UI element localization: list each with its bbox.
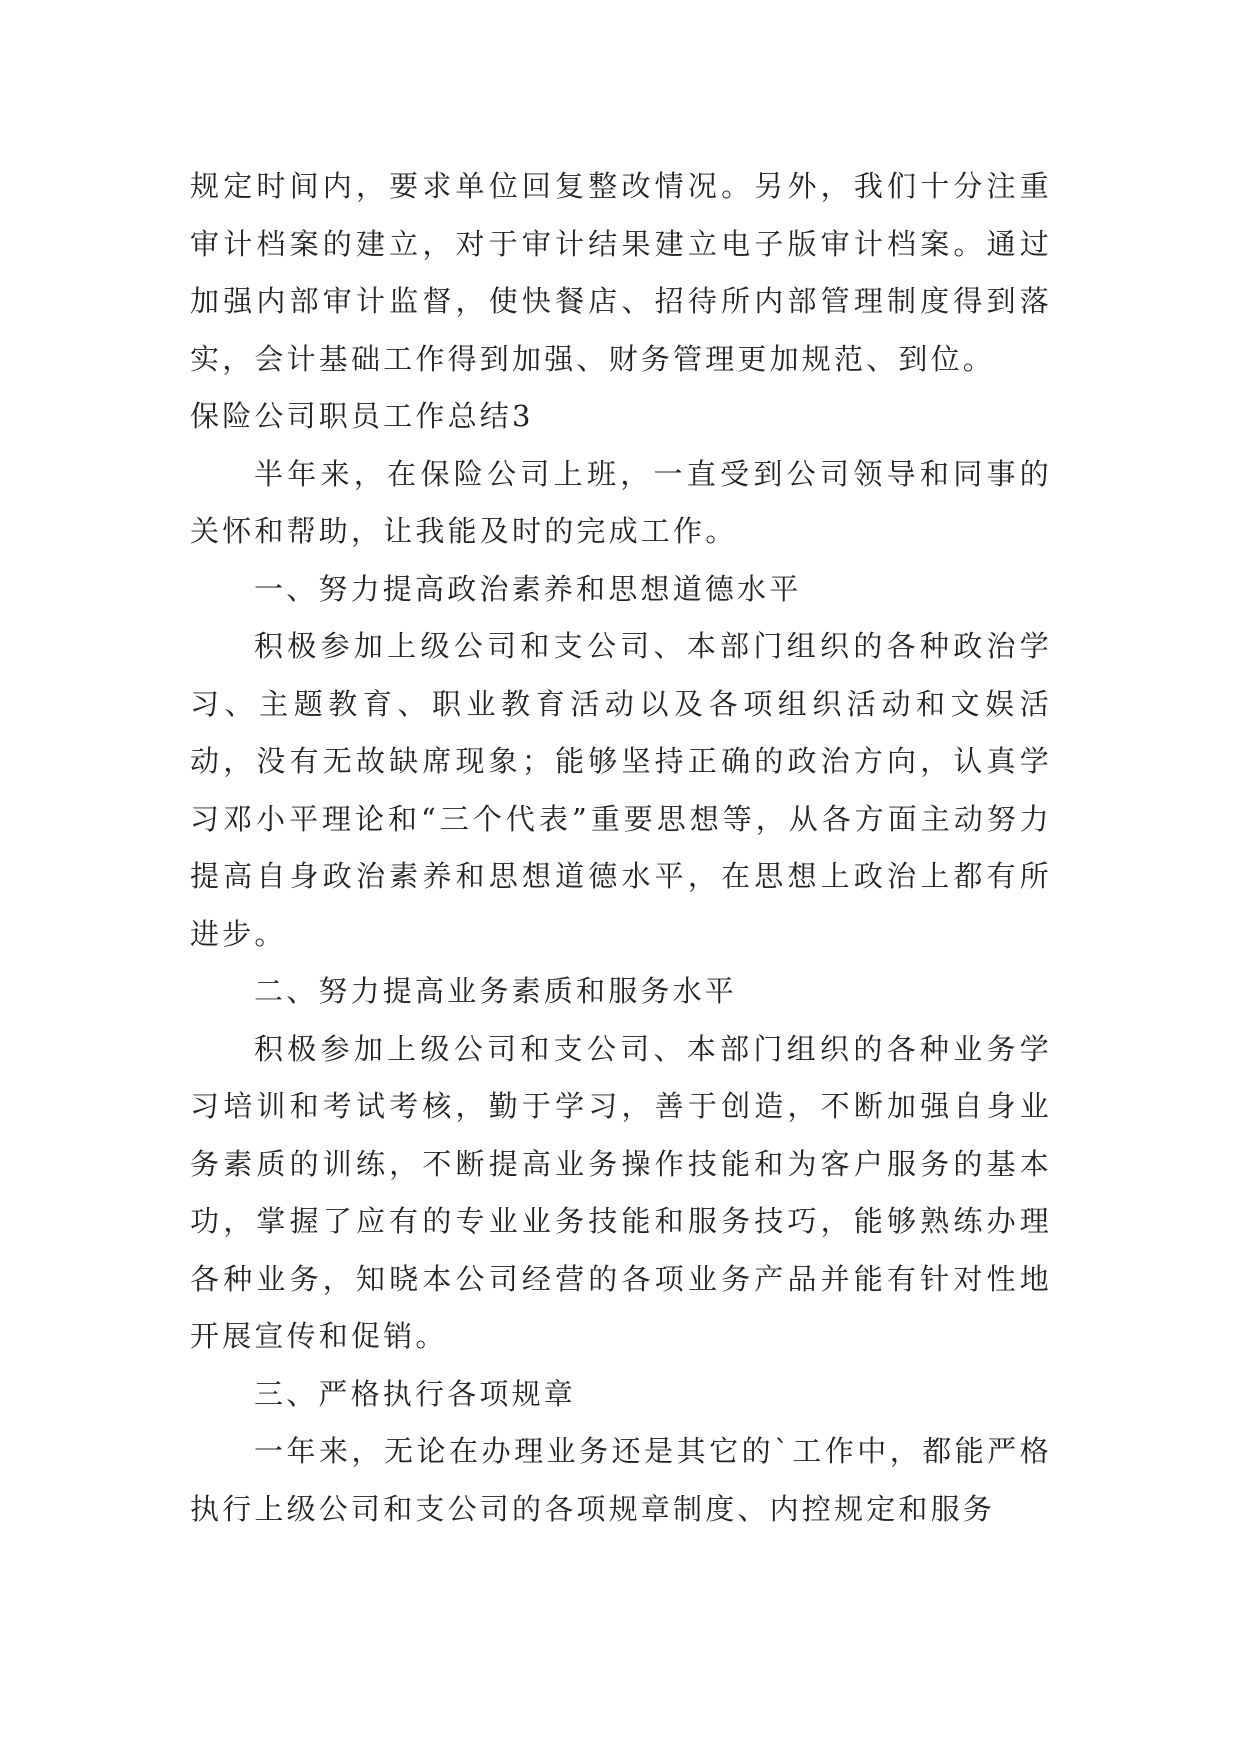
paragraph-continued: 规定时间内，要求单位回复整改情况。另外，我们十分注重审计档案的建立，对于审计结果建立电子版审计档案。通过加强内部审计监督，使快餐店、招待所内部管理制度得到落实，会计基础工作得到加强、财务管理更加规范、到位。 xyxy=(190,169,1052,376)
heading-three: 三、严格执行各项规章 xyxy=(254,1376,577,1411)
heading-two: 二、努力提高业务素质和服务水平 xyxy=(254,974,738,1008)
document-page xyxy=(190,158,1052,1538)
paragraph-three: 一年来，无论在办理业务还是其它的`工作中，都能严格执行上级公司和支公司的各项规章制度、内控规定和服务 xyxy=(190,1434,1052,1526)
paragraph-one: 积极参加上级公司和支公司、本部门组织的各种政治学习、主题教育、职业教育活动以及各项组织活动和文娱活动，没有无故缺席现象；能够坚持正确的政治方向，认真学习邓小平理论和“三个代表”重要思想等，从各方面主动努力提高自身政治素养和思想道德水平，在思想上政治上都有所进步。 xyxy=(190,629,1052,951)
section-title: 保险公司职员工作总结3 xyxy=(190,399,534,433)
heading-one: 一、努力提高政治素养和思想道德水平 xyxy=(254,571,802,606)
paragraph-intro: 半年来，在保险公司上班，一直受到公司领导和同事的关怀和帮助，让我能及时的完成工作。 xyxy=(190,456,1052,548)
paragraph-two: 积极参加上级公司和支公司、本部门组织的各种业务学习培训和考试考核，勤于学习，善于创造，不断加强自身业务素质的训练，不断提高业务操作技能和为客户服务的基本功，掌握了应有的专业业务技能和服务技巧，能够熟练办理各种业务，知晓本公司经营的各项业务产品并能有针对性地开展宣传和促销。 xyxy=(190,1031,1052,1353)
